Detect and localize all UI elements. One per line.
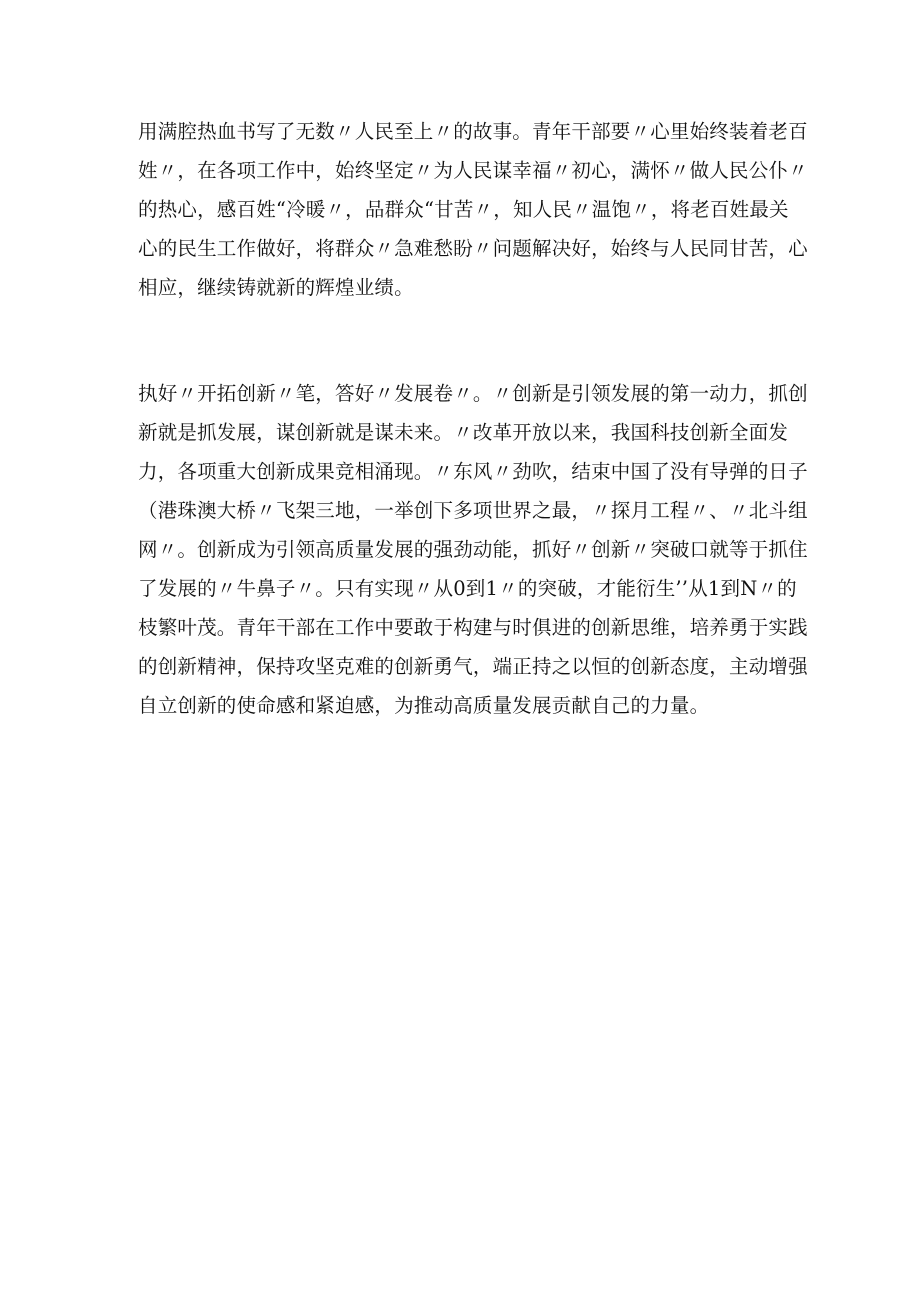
paragraph-people-first	[138, 112, 808, 307]
paragraph-innovation	[138, 374, 808, 725]
paragraph-line: 网〃。创新成为引领高质量发展的强劲动能，抓好〃创新〃突破口就等于抓住	[138, 538, 808, 561]
paragraph-line: 心的民生工作做好，将群众〃急难愁盼〃问题解决好，始终与人民同甘苦，心	[138, 237, 808, 260]
paragraph-line: 新就是抓发展，谋创新就是谋未来。〃改革开放以来，我国科技创新全面发	[138, 421, 789, 444]
paragraph-line: 相应，继续铸就新的辉煌业绩。	[138, 276, 414, 299]
paragraph-line: 枝繁叶茂。青年干部在工作中要敢于构建与时俱进的创新思维，培养勇于实践	[138, 616, 808, 639]
paragraph-line: 的热心，感百姓“冷暖〃，品群众“甘苦〃，知人民〃温饱〃，将老百姓最关	[138, 198, 789, 221]
paragraph-line: 的创新精神，保持攻坚克难的创新勇气，端正持之以恒的创新态度，主动增强	[138, 655, 808, 678]
paragraph-line: 力，各项重大创新成果竞相涌现。〃东风〃劲吹，结束中国了没有导弹的日子	[138, 460, 808, 483]
paragraph-line: （港珠澳大桥〃飞架三地，一举创下多项世界之最，〃探月工程〃、〃北斗组	[138, 499, 808, 522]
paragraph-line: 自立创新的使命感和紧迫感，为推动高质量发展贡献自己的力量。	[138, 694, 710, 717]
paragraph-line: 用满腔热血书写了无数〃人民至上〃的故事。青年干部要〃心里始终装着老百	[138, 120, 808, 143]
paragraph-line: 了发展的〃牛鼻子〃。只有实现〃从0到1〃的突破，才能衍生’’从1到N〃的	[138, 577, 797, 600]
paragraph-line: 执好〃开拓创新〃笔，答好〃发展卷〃。〃创新是引领发展的第一动力，抓创	[138, 382, 808, 405]
paragraph-line: 姓〃，在各项工作中，始终坚定〃为人民谋幸福〃初心，满怀〃做人民公仆〃	[138, 159, 808, 182]
